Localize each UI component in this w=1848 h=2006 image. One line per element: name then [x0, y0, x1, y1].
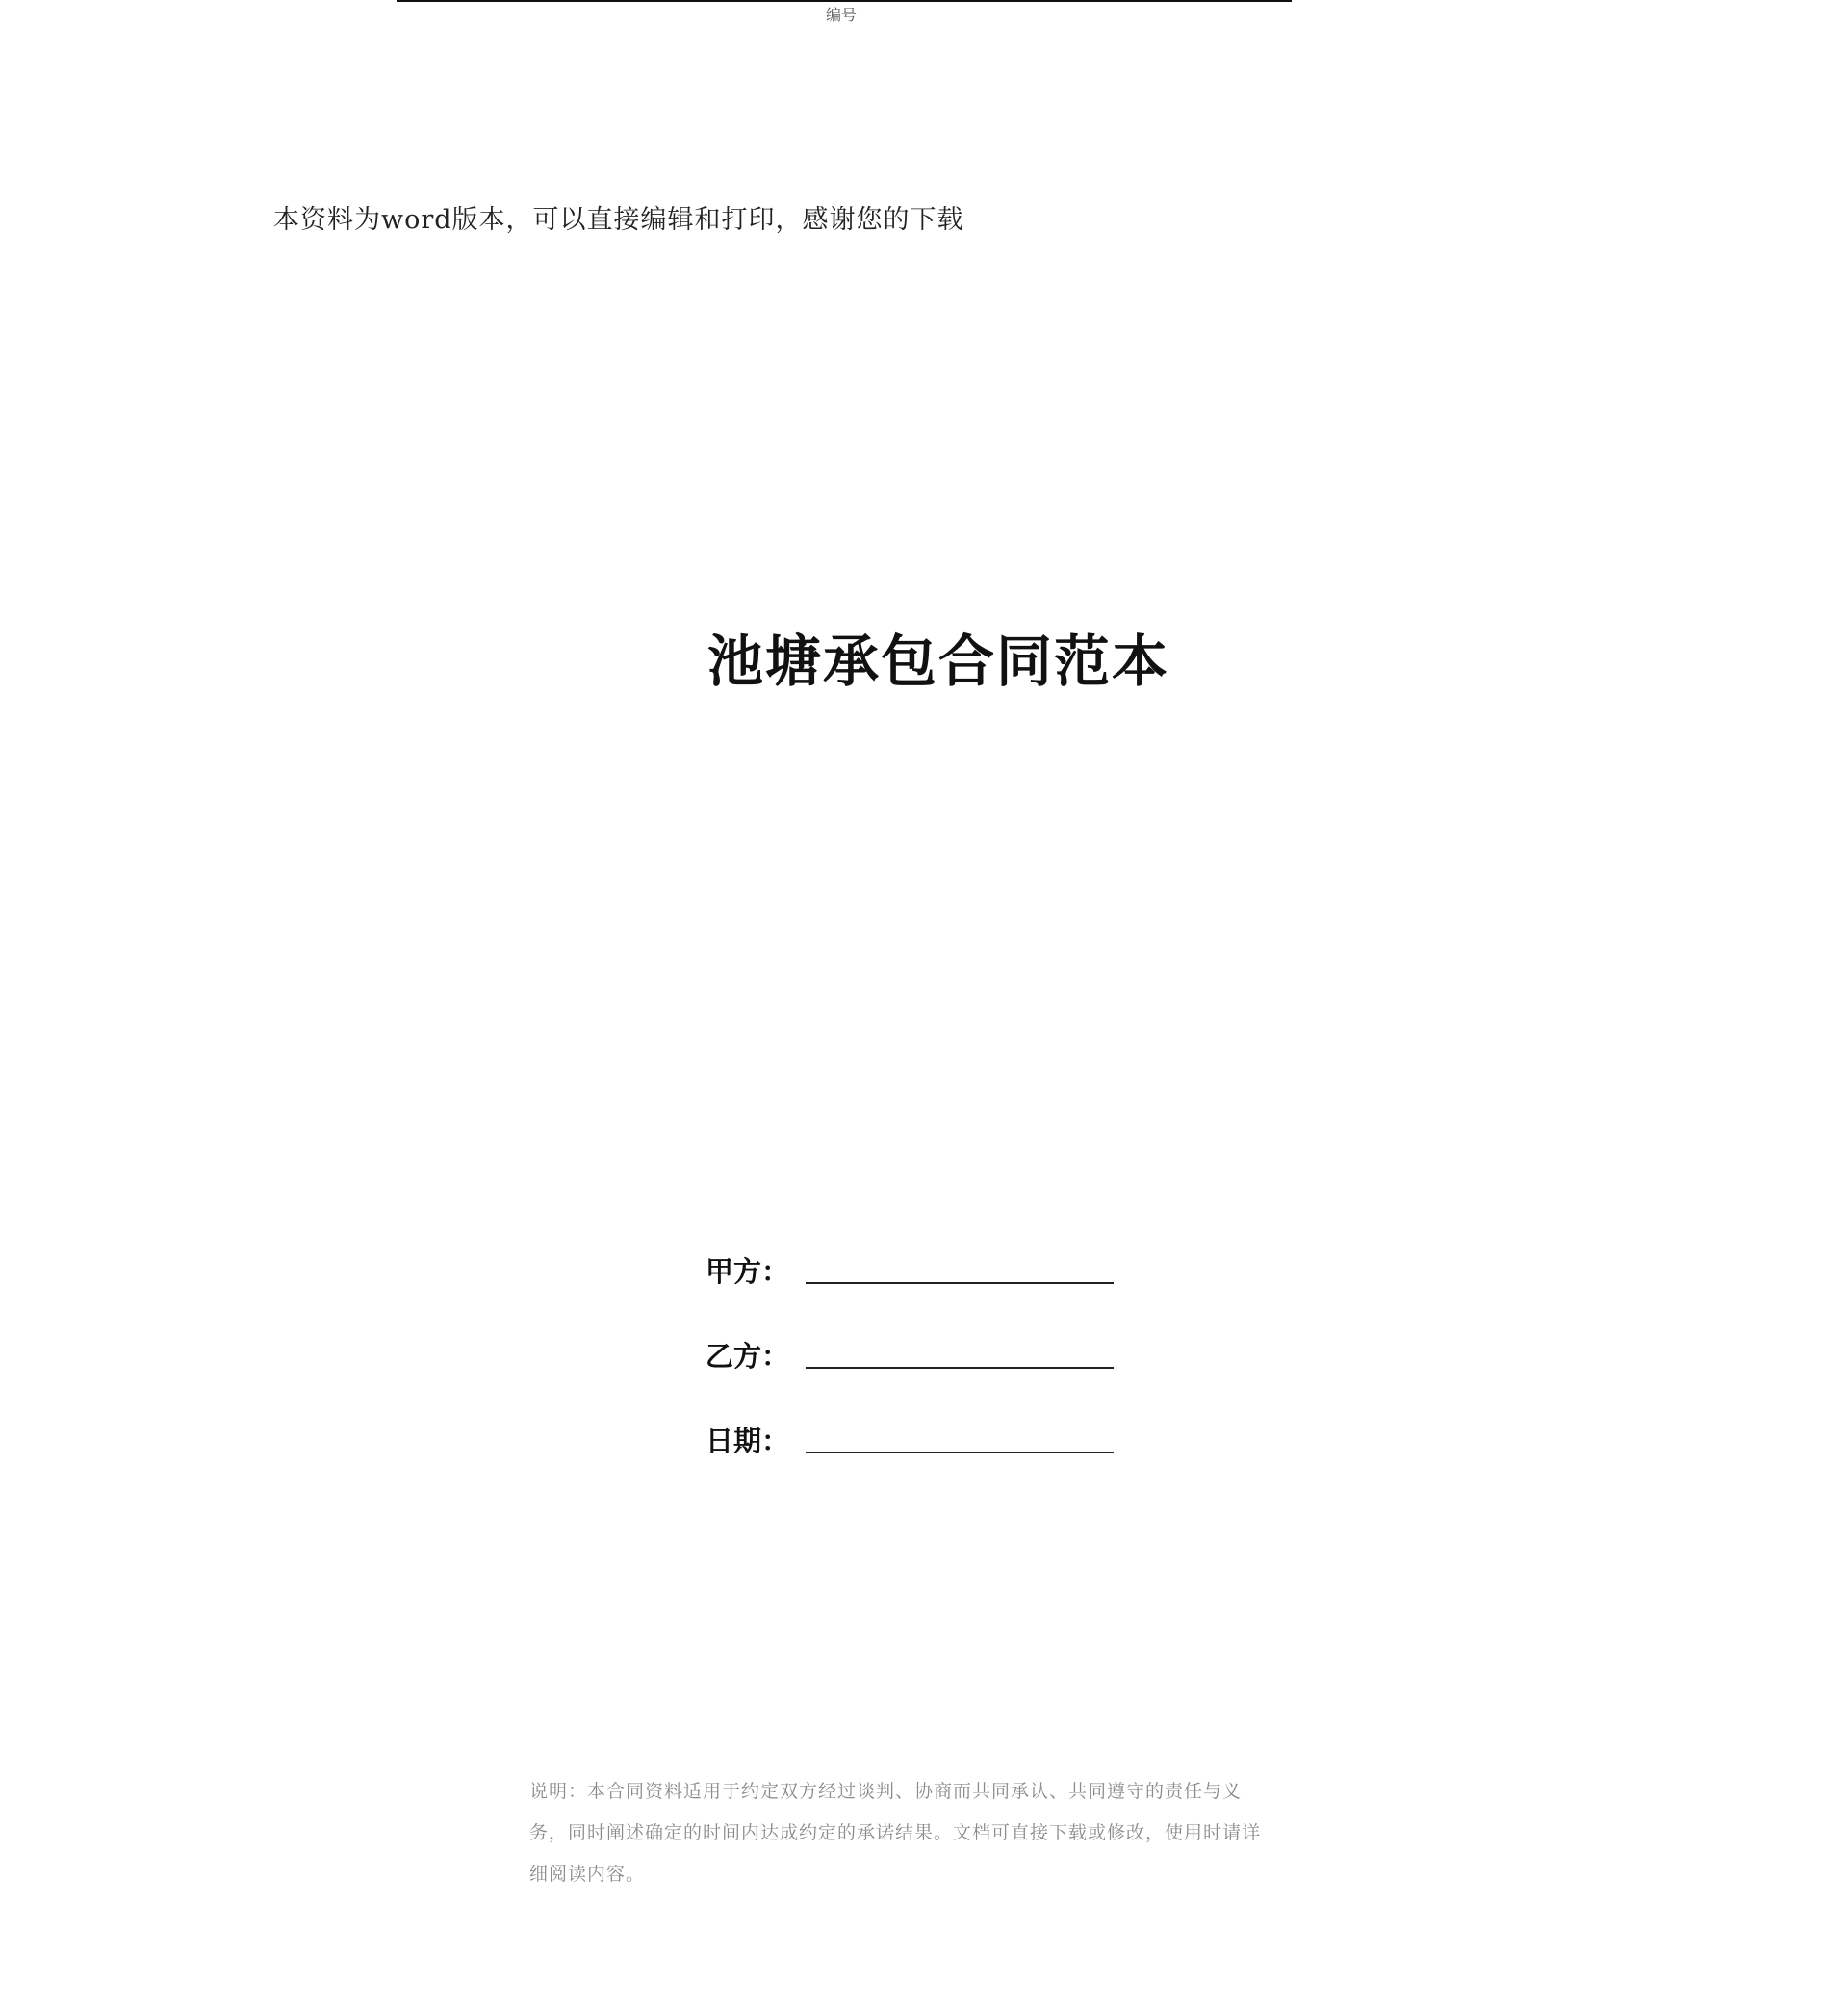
- party-a-field[interactable]: [806, 1282, 1114, 1284]
- header-rule: [397, 0, 1292, 2]
- signature-block: [706, 1251, 1148, 1505]
- party-b-label: 乙方：: [706, 1340, 790, 1373]
- date-field[interactable]: [806, 1452, 1114, 1453]
- document-title: 池塘承包合同范本: [706, 629, 1169, 694]
- editable-notice: 本资料为word版本，可以直接编辑和打印，感谢您的下载: [273, 205, 964, 235]
- party-a-row: [706, 1251, 1148, 1290]
- party-b-row: [706, 1336, 1148, 1375]
- date-row: [706, 1421, 1148, 1459]
- date-label: 日期：: [706, 1425, 790, 1457]
- party-b-field[interactable]: [806, 1367, 1114, 1369]
- description-note: 说明：本合同资料适用于约定双方经过谈判、协商而共同承认、共同遵守的责任与义务，同时阐述确定的时间内达成约定的承诺结果。文档可直接下载或修改，使用时请详细阅读内容。: [529, 1781, 1262, 1885]
- party-a-label: 甲方：: [706, 1255, 790, 1288]
- serial-number-label: 编号: [826, 6, 858, 24]
